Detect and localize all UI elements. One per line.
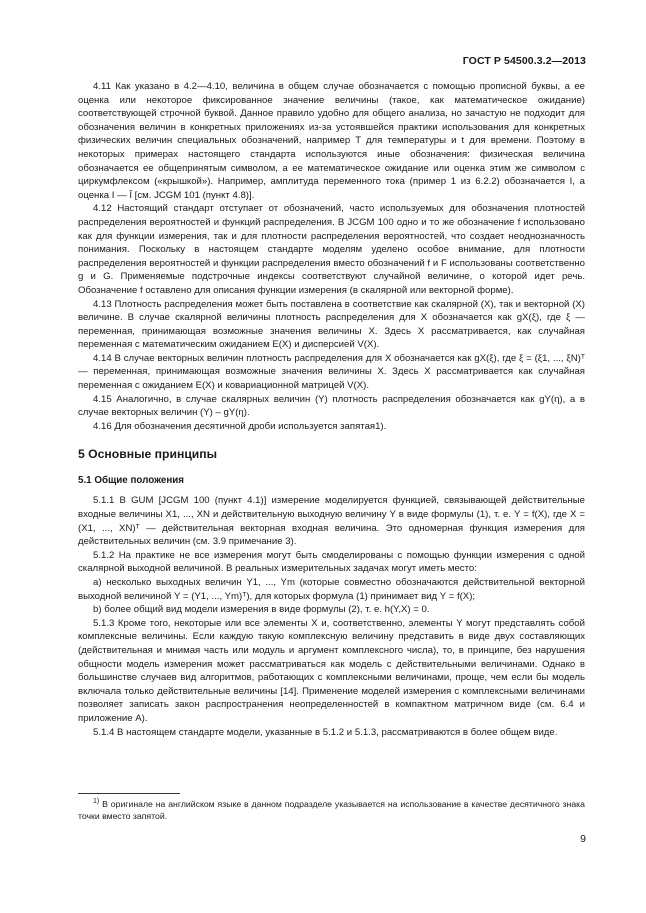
paragraph-4-13: 4.13 Плотность распределения может быть поставлена в соответствие как скалярной (X), так и векторной (X) величине. В случае скалярной величины плотность распределения для X обозначается как gX(ξ), где ξ — переменная, принимающая возможные значения величины X. Здесь X рассматривается, как случайная переменная с математическим ожиданием E(X) и дисперсией V(X). [78, 298, 585, 351]
section-title: 5 Основные принципы [78, 447, 218, 462]
page-number: 9 [580, 833, 586, 845]
paragraph-4-15: 4.15 Аналогично, в случае скалярных величин (Y) плотность распределения обозначается как gY(η), а в случае векторных величин (Y) – gY(η). [78, 393, 585, 419]
paragraph-5-1-4: 5.1.4 В настоящем стандарте модели, указанные в 5.1.2 и 5.1.3, рассматриваются в более общем виде. [93, 726, 558, 738]
paragraph-5-1-2: 5.1.2 На практике не все измерения могут быть смоделированы с помощью функции измерения с одной скалярной выходной величиной. В реальных измерительных задачах могут иметь место: [78, 549, 585, 575]
footnote-mark: 1) [93, 798, 100, 806]
paragraph-5-1-1: 5.1.1 В GUM [JCGM 100 (пункт 4.1)] измерение моделируется функцией, связывающей действительные входные величины X1, ..., XN и действительную выходную величину Y в виде формулы (1), т. е. Y = f(X), где X = (X1, ..., XN)ᵀ — действительная векторная входная величина. Это одномерная функция измерения для действительных величин (см. 3.9 примечание 3). [78, 495, 585, 548]
paragraph-4-12: 4.12 Настоящий стандарт отступает от обозначений, часто используемых для обозначения плотностей распределения вероятностей и функций распределения. В JCGM 100 одно и то же обозначение f использовано как для функции измерения, так и для плотности распределения вероятностей, что создает неоднозначность понимания. Поскольку в настоящем стандарте моделям уделено особое внимание, для плотности распределения вероятностей и функции распределения вместо обозначений f и F использованы соответственно g и G. Применяемые подстрочные индексы соответствуют случайной величине, о которой идет речь. Обозначение f оставлено для описания функции измерения (в скалярной или векторной форме). [78, 203, 585, 296]
footnote-divider [78, 793, 180, 794]
subsection-title: 5.1 Общие положения [78, 475, 185, 487]
document-id: ГОСТ Р 54500.3.2—2013 [462, 55, 586, 67]
list-item-b: b) более общий вид модели измерения в виде формулы (2), т. е. h(Y,X) = 0. [93, 604, 430, 616]
list-item-a: а) несколько выходных величин Y1, ..., Ym (которые совместно обозначаются действительной векторной выходной величиной Y = (Y1, ..., Ym)ᵀ), для которых формула (1) принимает вид Y = f(X); [78, 577, 585, 602]
page-body [78, 80, 585, 739]
footnote-text: В оригинале на английском языке в данном подразделе указывается на использование в качестве десятичного знака точки вместо запятой. [78, 799, 585, 822]
paragraph-4-16: 4.16 Для обозначения десятичной дроби используется запятая1). [93, 420, 387, 432]
paragraph-5-1-3: 5.1.3 Кроме того, некоторые или все элементы X и, соответственно, элементы Y могут представлять собой комплексные величины. Если каждую такую комплексную величину представить в виде двух составляющих (действительная и мнимая часть или модуль и аргумент комплексного числа), то, в принципе, без нарушения общности модель измерения может рассматриваться как модель с действительными величинами. Однако в большинстве случаев вид алгоритмов, работающих с комплексными величинами, проще, чем если бы модель включала только действительные величины [14]. Применение моделей измерения с комплексными величинами позволяет записать закон распространения неопределенностей в компактном матричном виде (см. 6.4 и приложение А). [78, 617, 585, 724]
paragraph-4-11: 4.11 Как указано в 4.2—4.10, величина в общем случае обозначается с помощью прописной буквы, а ее оценка или некоторое фиксированное значение величины (такое, как математическое ожидание) соответствующей строчной буквой. Данное правило удобно для общего анализа, но зачастую не подходит для обозначения величин в конкретных приложениях из-за устоявшейся практики использования для конкретных физических величин специальных обозначений, например T для температуры и t для времени. Поэтому в некоторых примерах настоящего стандарта используются иные обозначения: физическая величина обозначается ее общепринятым символом, а ее математическое ожидание или оценка этим же символом с циркумфлексом («крышкой»). Например, амплитуда переменного тока (пример 1 из 6.2.2) обозначается I, а оценка I — Î [см. JCGM 101 (пункт 4.8)]. [78, 81, 585, 201]
footnote [78, 798, 585, 823]
paragraph-4-14: 4.14 В случае векторных величин плотность распределения для X обозначается как gX(ξ), где ξ = (ξ1, ..., ξN)ᵀ — переменная, принимающая возможные значения величины X. Здесь X рассматривается как случайная переменная с ожиданием E(X) и ковариационной матрицей V(X). [78, 352, 585, 392]
